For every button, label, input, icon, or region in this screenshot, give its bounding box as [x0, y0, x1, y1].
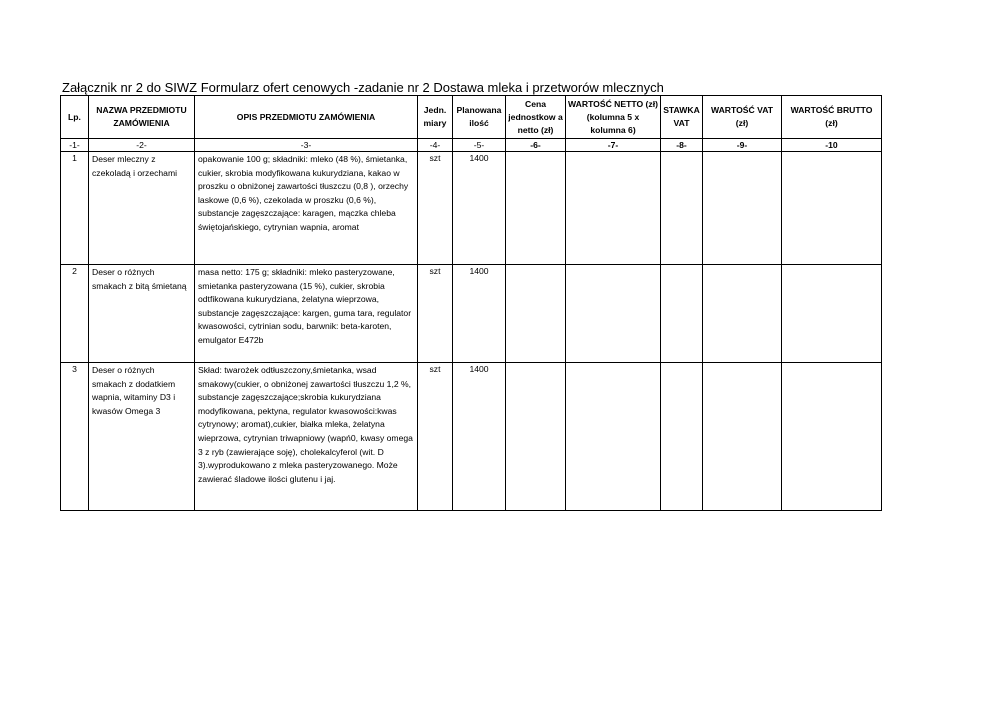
cell-ilosc: 1400: [453, 363, 506, 511]
cell-vat-rate[interactable]: [661, 265, 703, 363]
cell-vat[interactable]: [703, 152, 782, 265]
column-number: -3-: [195, 139, 418, 152]
header-netto: WARTOŚĆ NETTO (zł) (kolumna 5 x kolumna 6): [566, 96, 661, 139]
cell-opis: opakowanie 100 g; składniki: mleko (48 %), śmietanka, cukier, skrobia modyfikowana kukurydziana, kakao w proszku o obniżonej zawartości tłuszczu (0,8 ), orzechy laskowe (0,6 %), czekolada w proszku (0,6 %), substancje zagęszczające: karagen, mączka chleba świętojańskiego, cytrynian wapnia, aromat: [195, 152, 418, 265]
cell-netto[interactable]: [566, 363, 661, 511]
header-vat-rate: STAWKA VAT: [661, 96, 703, 139]
cell-cena[interactable]: [506, 363, 566, 511]
column-number: -8-: [661, 139, 703, 152]
header-cena: Cena jednostkow a netto (zł): [506, 96, 566, 139]
cell-cena[interactable]: [506, 152, 566, 265]
cell-cena[interactable]: [506, 265, 566, 363]
cell-nazwa: Deser mleczny z czekoladą i orzechami: [89, 152, 195, 265]
header-lp: Lp.: [61, 96, 89, 139]
cell-brutto[interactable]: [782, 363, 882, 511]
column-number-row: [61, 139, 882, 152]
cell-vat[interactable]: [703, 363, 782, 511]
column-number: -2-: [89, 139, 195, 152]
header-jedn: Jedn. miary: [418, 96, 453, 139]
cell-ilosc: 1400: [453, 152, 506, 265]
header-nazwa: NAZWA PRZEDMIOTU ZAMÓWIENIA: [89, 96, 195, 139]
column-number: -5-: [453, 139, 506, 152]
cell-lp: 1: [61, 152, 89, 265]
column-number: -7-: [566, 139, 661, 152]
table-row: [61, 265, 882, 363]
cell-opis: Skład: twarożek odtłuszczony,śmietanka, wsad smakowy(cukier, o obniżonej zawartości tłuszczu 1,2 %, substancje zagęszczające;skrobia kukurydziana modyfikowana, pektyna, regulator kwasowości:kwas cytrynowy; aromat),cukier, białka mleka, żelatyna wieprzowa, cytrynian triwapniowy (wapń0, kwasy omega 3 z ryb (zawierające soję), cholekalcyferol (wit. D 3).wyprodukowano z mleka pasteryzowanego. Może zawierać śladowe ilości glutenu i jaj.: [195, 363, 418, 511]
cell-nazwa: Deser o różnych smakach z dodatkiem wapnia, witaminy D3 i kwasów Omega 3: [89, 363, 195, 511]
cell-brutto[interactable]: [782, 152, 882, 265]
column-number: -9-: [703, 139, 782, 152]
column-number: -4-: [418, 139, 453, 152]
cell-brutto[interactable]: [782, 265, 882, 363]
cell-vat-rate[interactable]: [661, 152, 703, 265]
table-row: [61, 152, 882, 265]
cell-lp: 3: [61, 363, 89, 511]
table-row: [61, 363, 882, 511]
cell-vat[interactable]: [703, 265, 782, 363]
cell-jedn: szt: [418, 265, 453, 363]
cell-netto[interactable]: [566, 265, 661, 363]
cell-ilosc: 1400: [453, 265, 506, 363]
cell-jedn: szt: [418, 363, 453, 511]
header-row: [61, 96, 882, 139]
cell-lp: 2: [61, 265, 89, 363]
cell-jedn: szt: [418, 152, 453, 265]
column-number: -6-: [506, 139, 566, 152]
header-ilosc: Planowana ilość: [453, 96, 506, 139]
cell-vat-rate[interactable]: [661, 363, 703, 511]
cell-opis: masa netto: 175 g; składniki: mleko pasteryzowane, smietanka pasteryzowana (15 %), cukier, skrobia odtfikowana kukurydziana, żelatyna wieprzowa, substancje zagęszczające: kargen, guma tara, regulator kwasowości, cytrinian sodu, barwnik: beta-karoten, emulgator E472b: [195, 265, 418, 363]
cell-netto[interactable]: [566, 152, 661, 265]
column-number: -1-: [61, 139, 89, 152]
header-vat: WARTOŚĆ VAT (zł): [703, 96, 782, 139]
header-brutto: WARTOŚĆ BRUTTO (zł): [782, 96, 882, 139]
header-opis: OPIS PRZEDMIOTU ZAMÓWIENIA: [195, 96, 418, 139]
document-title: Załącznik nr 2 do SIWZ Formularz ofert cenowych -zadanie nr 2 Dostawa mleka i przetworów mlecznych: [62, 80, 664, 95]
price-offer-table: [60, 95, 882, 511]
column-number: -10: [782, 139, 882, 152]
cell-nazwa: Deser o różnych smakach z bitą śmietaną: [89, 265, 195, 363]
